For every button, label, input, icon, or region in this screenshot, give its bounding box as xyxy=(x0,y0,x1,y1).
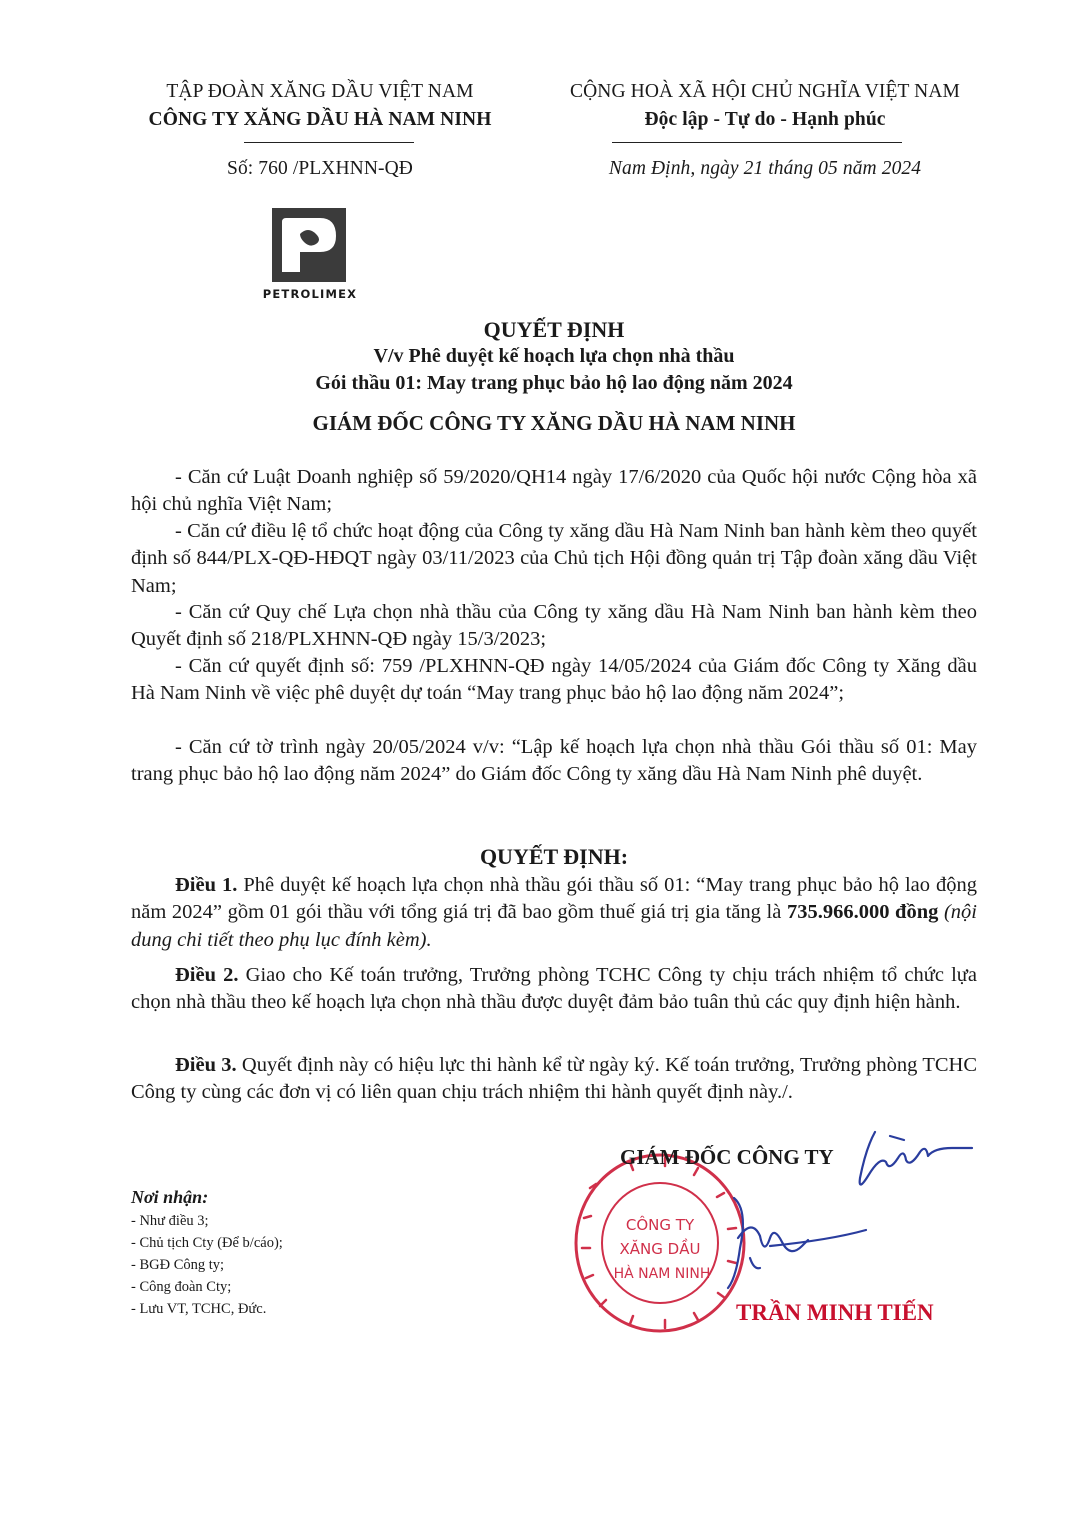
header-left-rule xyxy=(244,142,414,143)
article-1-text: Phê duyệt kế hoạch lựa chọn nhà thầu gói thầu số 01: “May trang phục bảo hộ lao động năm 2024” gồm 01 gói thầu với tổng giá trị đã bao gồm thuế giá trị gia tăng là xyxy=(131,874,977,924)
header-left xyxy=(110,78,530,134)
basis-4: - Căn cứ quyết định số: 759 /PLXHNN-QĐ ngày 14/05/2024 của Giám đốc Công ty Xăng dầu Hà Nam Ninh về việc phê duyệt dự toán “May trang phục bảo hộ lao động năm 2024”; xyxy=(131,655,977,705)
recipient-item: - Như điều 3; xyxy=(131,1213,209,1229)
subject-line-2: Gói thầu 01: May trang phục bảo hộ lao động năm 2024 xyxy=(315,372,793,394)
basis-3: - Căn cứ Quy chế Lựa chọn nhà thầu của Công ty xăng dầu Hà Nam Ninh ban hành kèm theo Quyết định số 218/PLXHNN-QĐ ngày 15/3/2023; xyxy=(131,601,977,651)
article-2 xyxy=(131,962,977,1017)
recipients-heading: Nơi nhận: xyxy=(131,1187,209,1207)
signatory-role: GIÁM ĐỐC CÔNG TY xyxy=(620,1145,834,1169)
recipient-item: - Công đoàn Cty; xyxy=(131,1279,232,1295)
article-1-label: Điều 1. xyxy=(175,874,238,896)
basis-2: - Căn cứ điều lệ tổ chức hoạt động của Công ty xăng dầu Hà Nam Ninh ban hành kèm theo quyết định số 844/PLX-QĐ-HĐQT ngày 03/11/2023 của Chủ tịch Hội đồng quản trị Tập đoàn xăng dầu Việt Nam; xyxy=(131,520,977,597)
national-title: CỘNG HOÀ XÃ HỘI CHỦ NGHĨA VIỆT NAM xyxy=(570,81,960,102)
parent-org: TẬP ĐOÀN XĂNG DẦU VIỆT NAM xyxy=(166,81,474,102)
national-motto: Độc lập - Tự do - Hạnh phúc xyxy=(644,109,886,130)
petrolimex-logo xyxy=(272,208,346,282)
recipient-item: - BGĐ Công ty; xyxy=(131,1257,225,1273)
signatory-name: TRẦN MINH TIẾN xyxy=(736,1300,934,1325)
basis-5: - Căn cứ tờ trình ngày 20/05/2024 v/v: “Lập kế hoạch lựa chọn nhà thầu Gói thầu số 01: May trang phục bảo hộ lao động năm 2024” do Giám đốc Công ty xăng dầu Hà Nam Ninh phê duyệt. xyxy=(131,736,977,786)
basis-1: - Căn cứ Luật Doanh nghiệp số 59/2020/QH14 ngày 17/6/2020 của Quốc hội nước Cộng hòa xã hội chủ nghĩa Việt Nam; xyxy=(131,466,977,516)
document-number: Số: 760 /PLXHNN-QĐ xyxy=(227,158,413,179)
company-name: CÔNG TY XĂNG DẦU HÀ NAM NINH xyxy=(148,109,492,130)
article-2-text: Giao cho Kế toán trưởng, Trưởng phòng TCHC Công ty chịu trách nhiệm tổ chức lựa chọn nhà thầu theo kế hoạch lựa chọn nhà thầu được duyệt đảm bảo tuân thủ các quy định hiện hành. xyxy=(131,964,977,1014)
stamp-line-3: HÀ NAM NINH xyxy=(613,1266,711,1282)
recipients xyxy=(131,1184,391,1320)
header-right xyxy=(535,78,995,134)
recipient-item: - Lưu VT, TCHC, Đức. xyxy=(131,1301,267,1317)
logo-text: PETROLIMEX xyxy=(262,287,358,301)
place-date: Nam Định, ngày 21 tháng 05 năm 2024 xyxy=(608,158,922,179)
decision-heading: QUYẾT ĐỊNH: xyxy=(479,844,629,869)
document-title: QUYẾT ĐỊNH xyxy=(483,317,625,342)
article-1-amount: 735.966.000 đồng xyxy=(786,901,939,924)
article-3 xyxy=(131,1052,977,1107)
recipient-item: - Chủ tịch Cty (Để b/cáo); xyxy=(131,1235,283,1251)
header-right-rule xyxy=(612,142,902,143)
stamp-line-2: XĂNG DẦU xyxy=(619,1240,701,1258)
article-2-label: Điều 2. xyxy=(175,964,239,986)
article-1-note: (nội dung chi tiết theo phụ lục đính kèm). xyxy=(131,901,978,951)
article-3-text: Quyết định này có hiệu lực thi hành kể từ ngày ký. Kế toán trưởng, Trưởng phòng TCHC Công ty cùng các đơn vị có liên quan chịu trách nhiệm thi hành quyết định này./. xyxy=(131,1054,977,1104)
stamp-line-1: CÔNG TY xyxy=(625,1216,695,1234)
issuing-authority: GIÁM ĐỐC CÔNG TY XĂNG DẦU HÀ NAM NINH xyxy=(312,411,796,435)
article-1 xyxy=(131,872,977,954)
subject-line-1: V/v Phê duyệt kế hoạch lựa chọn nhà thầu xyxy=(373,345,735,367)
handwritten-signature xyxy=(690,1118,980,1298)
article-3-label: Điều 3. xyxy=(175,1054,237,1076)
